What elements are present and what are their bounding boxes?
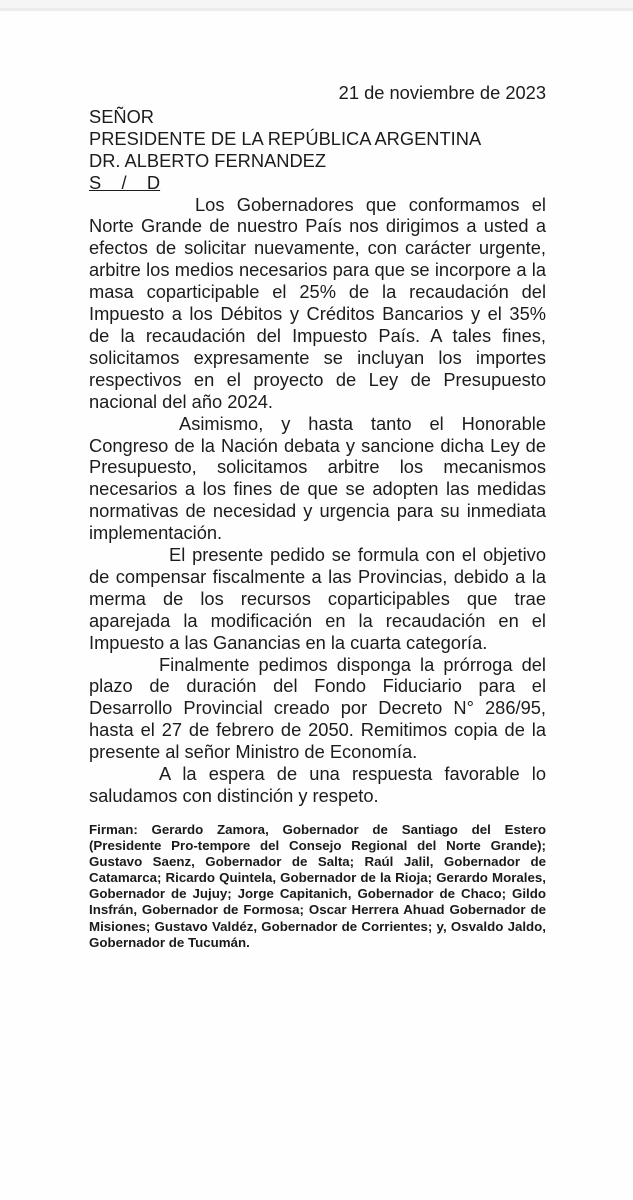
paragraph-objective: El presente pedido se formula con el objetivo de compensar fiscalmente a las Provincias, debido a la merma de los recursos coparticipables que trae aparejada la modificación en la recaudación en el Impuesto a las Ganancias en la cuarta categoría. <box>89 544 546 653</box>
signers-list: Firman: Gerardo Zamora, Gobernador de Santiago del Estero (Presidente Pro-tempore del Consejo Regional del Norte Grande); Gustavo Saenz, Gobernador de Salta; Raúl Jalil, Gobernador de Catamarca; Ricardo Quintela, Gobernador de la Rioja; Gerardo Morales, Gobernador de Jujuy; Jorge Capitanich, Gobernador de Chaco; Gildo Insfrán, Gobernador de Formosa; Oscar Herrera Ahuad Gobernador de Misiones; Gustavo Valdéz, Gobernador de Corrientes; y, Osvaldo Jaldo, Gobernador de Tucumán. <box>89 822 546 950</box>
letter-date: 21 de noviembre de 2023 <box>338 82 546 103</box>
recipient-salutation: SEÑOR <box>89 105 155 127</box>
recipient-name: DR. ALBERTO FERNANDEZ <box>89 149 327 171</box>
paragraph-closing: A la espera de una respuesta favorable lo saludamos con distinción y respeto. <box>89 763 546 806</box>
paragraph-request: Los Gobernadores que conformamos el Norte Grande de nuestro País nos dirigimos a usted a efectos de solicitar nuevamente, con carácter urgente, arbitre los medios necesarios para que se incorpore a la masa coparticipable el 25% de la recaudación del Impuesto a los Débitos y Créditos Bancarios y el 35% de la recaudación del Impuesto País. A tales fines, solicitamos expresamente se incluyan los importes respectivos en el proyecto de Ley de Presupuesto nacional del año 2024. <box>89 193 546 412</box>
su-despacho: S / D <box>89 171 161 193</box>
paragraph-extension: Finalmente pedimos disponga la prórroga del plazo de duración del Fondo Fiduciario para el Desarrollo Provincial creado por Decreto N° 286/95, hasta el 27 de febrero de 2050. Remitimos copia de la presente al señor Ministro de Economía. <box>89 653 546 763</box>
recipient-title: PRESIDENTE DE LA REPÚBLICA ARGENTINA <box>89 127 482 149</box>
top-bar <box>0 0 633 11</box>
paragraph-congress: Asimismo, y hasta tanto el Honorable Congreso de la Nación debata y sancione dicha Ley de Presupuesto, solicitamos arbitre los mecanismos necesarios a los fines de que se adopten las medidas normativas de necesidad y urgencia para su inmediata implementación. <box>89 412 546 544</box>
letter-body <box>89 82 546 807</box>
